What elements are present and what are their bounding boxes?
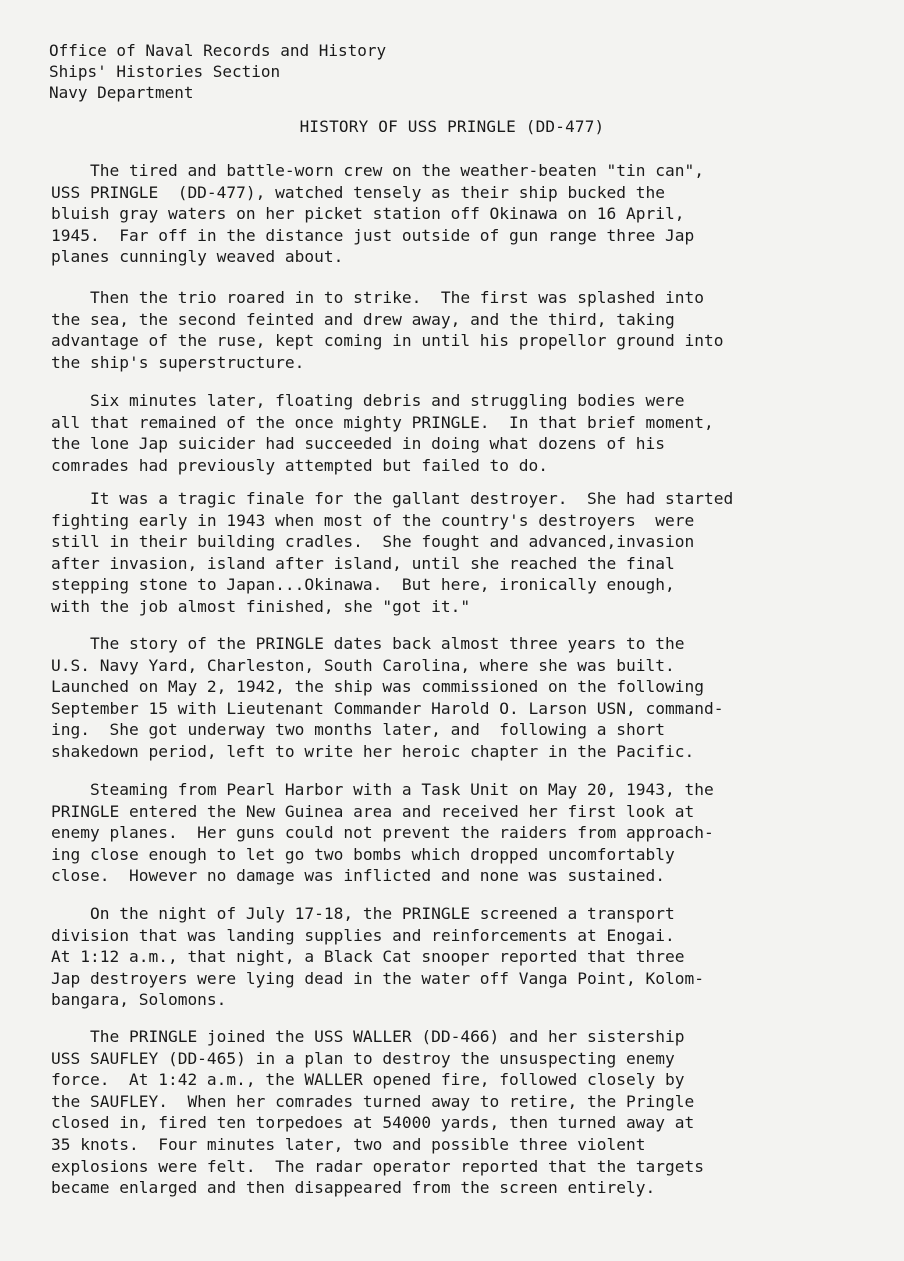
paragraph-5 [51,633,723,763]
paragraph-7 [51,903,704,1011]
text-line: The tired and battle-worn crew on the weather-beaten "tin can", [51,161,704,180]
text-line: The story of the PRINGLE dates back almost three years to the [51,634,685,653]
document-title: HISTORY OF USS PRINGLE (DD-477) [299,117,605,136]
paragraph-8 [51,1026,704,1199]
text-line: the lone Jap suicider had succeeded in doing what dozens of his [51,434,665,454]
text-line: the SAUFLEY. When her comrades turned away to retire, the Pringle [51,1091,695,1111]
text-line: bangara, Solomons. [51,990,227,1010]
text-line: with the job almost finished, she "got it." [51,596,471,616]
text-line: still in their building cradles. She fought and advanced,invasion [51,532,695,552]
text-line: Launched on May 2, 1942, the ship was commissioned on the following [51,677,704,697]
text-line: It was a tragic finale for the gallant destroyer. She had started [51,489,734,508]
text-line: ing. She got underway two months later, and following a short [51,720,665,740]
text-line: USS SAUFLEY (DD-465) in a plan to destroy the unsuspecting enemy [51,1048,675,1068]
text-line: Six minutes later, floating debris and struggling bodies were [51,391,685,410]
text-line: the ship's superstructure. [51,352,305,372]
text-line: U.S. Navy Yard, Charleston, South Carolina, where she was built. [51,655,675,675]
text-line: stepping stone to Japan...Okinawa. But here, ironically enough, [51,575,675,595]
text-line: ing close enough to let go two bombs which dropped uncomfortably [51,844,675,864]
text-line: force. At 1:42 a.m., the WALLER opened fire, followed closely by [51,1070,685,1090]
text-line: closed in, fired ten torpedoes at 54000 yards, then turned away at [51,1113,695,1133]
text-line: 35 knots. Four minutes later, two and possible three violent [51,1134,646,1154]
text-line: At 1:12 a.m., that night, a Black Cat snooper reported that three [51,947,685,967]
text-line: Jap destroyers were lying dead in the water off Vanga Point, Kolom- [51,968,704,988]
text-line: The PRINGLE joined the USS WALLER (DD-466) and her sistership [51,1027,685,1046]
header-line: Navy Department [49,83,194,102]
text-line: advantage of the ruse, kept coming in until his propellor ground into [51,331,724,351]
paragraph-4 [51,488,733,618]
text-line: explosions were felt. The radar operator reported that the targets [51,1156,704,1176]
text-line: bluish gray waters on her picket station off Okinawa on 16 April, [51,204,685,224]
header-line: Ships' Histories Section [49,62,281,81]
text-line: On the night of July 17-18, the PRINGLE screened a transport [51,904,675,923]
text-line: fighting early in 1943 when most of the country's destroyers were [51,510,695,530]
text-line: became enlarged and then disappeared from the screen entirely. [51,1178,656,1198]
header-line: Office of Naval Records and History [49,41,387,60]
paragraph-1 [51,160,704,268]
office-header [49,40,386,103]
paragraph-6 [51,779,714,887]
text-line: comrades had previously attempted but failed to do. [51,455,549,475]
text-line: close. However no damage was inflicted and none was sustained. [51,866,665,886]
text-line: Then the trio roared in to strike. The first was splashed into [51,288,704,307]
text-line: enemy planes. Her guns could not prevent the raiders from approach- [51,823,714,843]
text-line: after invasion, island after island, until she reached the final [51,553,675,573]
text-line: all that remained of the once mighty PRINGLE. In that brief moment, [51,412,714,432]
paragraph-2 [51,287,723,373]
text-line: USS PRINGLE (DD-477), watched tensely as their ship bucked the [51,182,665,202]
text-line: the sea, the second feinted and drew away, and the third, taking [51,309,675,329]
text-line: September 15 with Lieutenant Commander Harold O. Larson USN, command- [51,698,724,718]
text-line: shakedown period, left to write her heroic chapter in the Pacific. [51,741,695,761]
paragraph-3 [51,390,714,476]
text-line: Steaming from Pearl Harbor with a Task Unit on May 20, 1943, the [51,780,714,799]
text-line: PRINGLE entered the New Guinea area and received her first look at [51,801,695,821]
text-line: 1945. Far off in the distance just outside of gun range three Jap [51,225,695,245]
text-line: planes cunningly weaved about. [51,247,344,267]
text-line: division that was landing supplies and reinforcements at Enogai. [51,925,675,945]
